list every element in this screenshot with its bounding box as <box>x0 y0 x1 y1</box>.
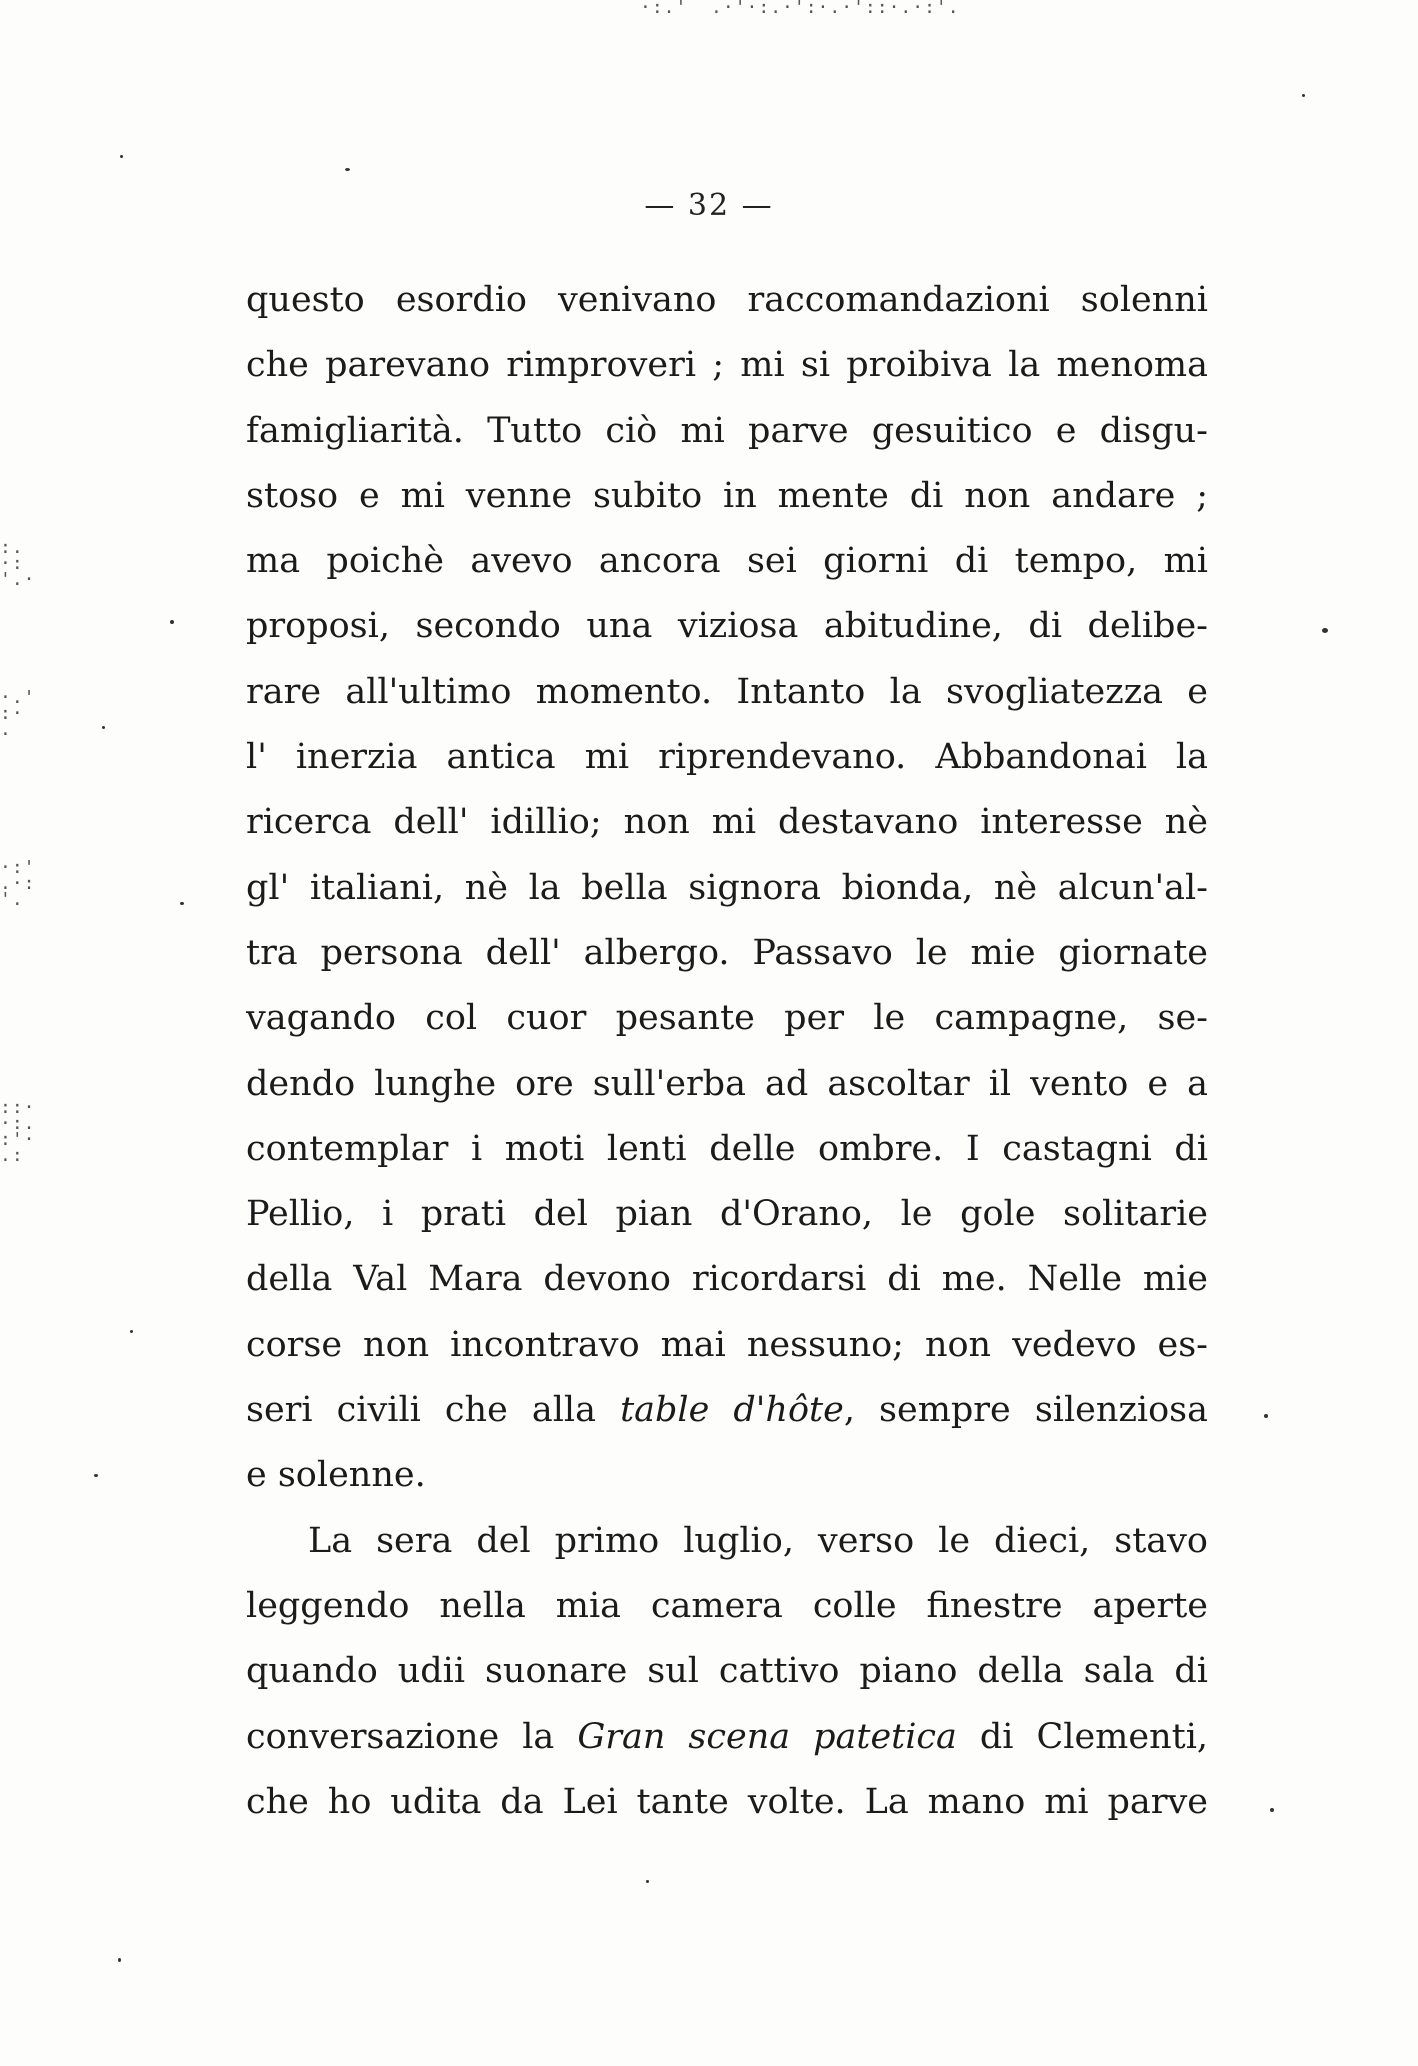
scan-speck <box>646 1880 649 1883</box>
text-line: famigliarità. Tutto ciò mi parve gesuitico e disgu- <box>246 410 1208 451</box>
text-line: Pellio, i prati del pian d'Orano, le gole solitarie <box>246 1194 1208 1235</box>
text-line: stoso e mi venne subito in mente di non andare ; <box>246 475 1208 516</box>
scan-noise-top: ·:.' .·'·:.·':·.·'::·.·:'. <box>640 0 960 18</box>
text-line: leggendo nella mia camera colle finestre aperte <box>246 1585 1208 1626</box>
text-line: questo esordio venivano raccomandazioni solenni <box>246 280 1208 320</box>
scan-speck <box>1302 94 1305 97</box>
scan-speck <box>102 726 105 729</box>
scan-speck <box>118 1958 121 1962</box>
text-line: rare all'ultimo momento. Intanto la svogliatezza e <box>246 671 1208 712</box>
text-line: della Val Mara devono ricordarsi di me. Nelle mie <box>246 1259 1208 1300</box>
scan-noise-left-1: :. ·: '.· <box>0 537 36 590</box>
text-line: tra persona dell' albergo. Passavo le mie giornate <box>246 932 1208 973</box>
scan-speck <box>345 168 350 171</box>
text-line: quando udii suonare sul cattivo piano della sala di <box>246 1651 1208 1692</box>
scan-speck <box>94 1474 98 1477</box>
text-line: vagando col cuor pesante per le campagne, se- <box>246 998 1208 1039</box>
italic-phrase: table d'hôte <box>620 1390 844 1431</box>
scan-speck <box>130 1330 133 1333</box>
text-line: e solenne. <box>246 1455 426 1496</box>
text-fragment: di Clementi, <box>956 1716 1208 1757</box>
text-line: dendo lunghe ore sull'erba ad ascoltar il vento e a <box>246 1063 1208 1104</box>
text-line: ma poichè avevo ancora sei giorni di tempo, mi <box>246 541 1208 582</box>
text-line: proposi, secondo una viziosa abitudine, di delibe- <box>246 606 1208 647</box>
scan-speck <box>1322 628 1328 633</box>
scan-speck <box>180 902 184 905</box>
scan-speck <box>1270 1808 1274 1812</box>
text-line: l' inerzia antica mi riprendevano. Abbandonai la <box>246 737 1208 778</box>
scan-noise-left-3: ·:' .·: '. <box>0 857 36 910</box>
text-fragment: seri civili che alla <box>246 1390 596 1431</box>
italic-phrase: Gran scena patetica <box>577 1716 957 1757</box>
text-fragment: , sempre silenziosa <box>843 1390 1208 1431</box>
scan-speck <box>1264 1414 1268 1418</box>
text-line-with-italic <box>246 1378 1208 1443</box>
scan-noise-left-2: ·.' :· . <box>0 687 36 740</box>
text-line-with-italic <box>246 1705 1208 1770</box>
text-line: gl' italiani, nè la bella signora bionda, nè alcun'al- <box>246 867 1208 908</box>
text-line: che parevano rimproveri ; mi si proibiva la menoma <box>246 345 1208 386</box>
text-line: che ho udita da Lei tante volte. La mano mi parve <box>246 1781 1208 1822</box>
text-line: La sera del primo luglio, verso le dieci, stavo <box>308 1520 1208 1561</box>
text-line: ricerca dell' idillio; non mi destavano interesse nè <box>246 802 1208 843</box>
body-text <box>246 268 1208 1835</box>
page-number: — 32 — <box>644 188 774 223</box>
scan-speck <box>170 620 174 624</box>
scan-noise-left-4: ::· ·:. :'· .: <box>0 1097 36 1166</box>
scan-speck <box>120 155 123 158</box>
text-fragment: conversazione la <box>246 1716 555 1757</box>
text-line: corse non incontravo mai nessuno; non vedevo es- <box>246 1324 1208 1365</box>
text-line: contemplar i moti lenti delle ombre. I castagni di <box>246 1128 1208 1169</box>
